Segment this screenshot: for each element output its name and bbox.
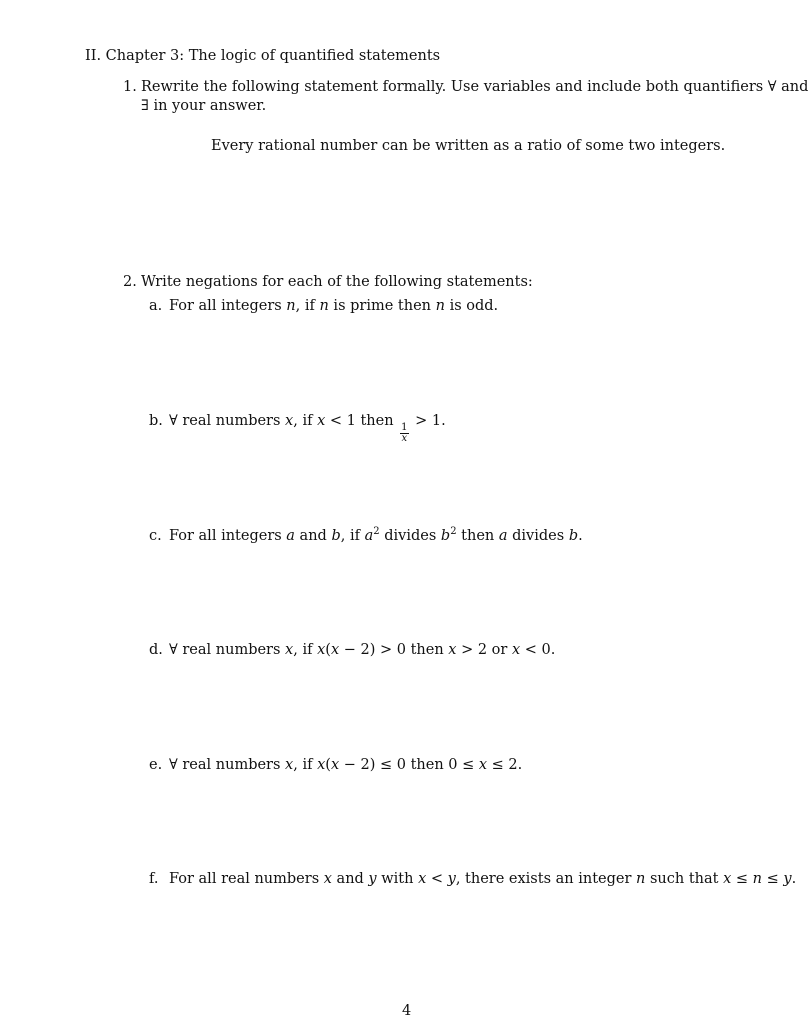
question-1-statement: Every rational number can be written as a ratio of some two integers. [211, 138, 726, 154]
question-1-text-line1: Rewrite the following statement formally. Use variables and include both quantifiers ∀ and [141, 79, 808, 95]
question-2-number: 2. [123, 274, 137, 290]
item-a-letter: a. [149, 298, 163, 314]
item-d-letter: d. [149, 642, 163, 658]
fraction-one-over-x: $\frac{1}{x}$ [401, 421, 408, 444]
item-f-letter: f. [149, 871, 159, 887]
item-d-text: ∀ real numbers x, if x(x − 2) > 0 then x > 2 or x < 0. [169, 642, 556, 658]
item-a-text: For all integers n, if n is prime then n is odd. [169, 298, 499, 314]
question-2-prompt: Write negations for each of the following statements: [141, 274, 533, 290]
item-e-letter: e. [149, 757, 163, 773]
item-f-text: For all real numbers x and y with x < y, there exists an integer n such that x ≤ n ≤ y. [169, 871, 797, 887]
item-e-text: ∀ real numbers x, if x(x − 2) ≤ 0 then 0 ≤ x ≤ 2. [169, 757, 523, 773]
question-1-text-line2: ∃ in your answer. [141, 98, 267, 114]
page-number: 4 [402, 1003, 412, 1019]
section-title: II. Chapter 3: The logic of quantified statements [85, 48, 441, 64]
item-b-letter: b. [149, 413, 163, 429]
question-1-number: 1. [123, 79, 137, 95]
item-b-text: ∀ real numbers x, if x < 1 then $\frac{1}{x}$ > 1. [169, 413, 446, 444]
item-c-letter: c. [149, 528, 162, 544]
item-c-text: For all integers a and b, if $a^2$ divides $b^2$ then a divides b. [169, 526, 583, 544]
